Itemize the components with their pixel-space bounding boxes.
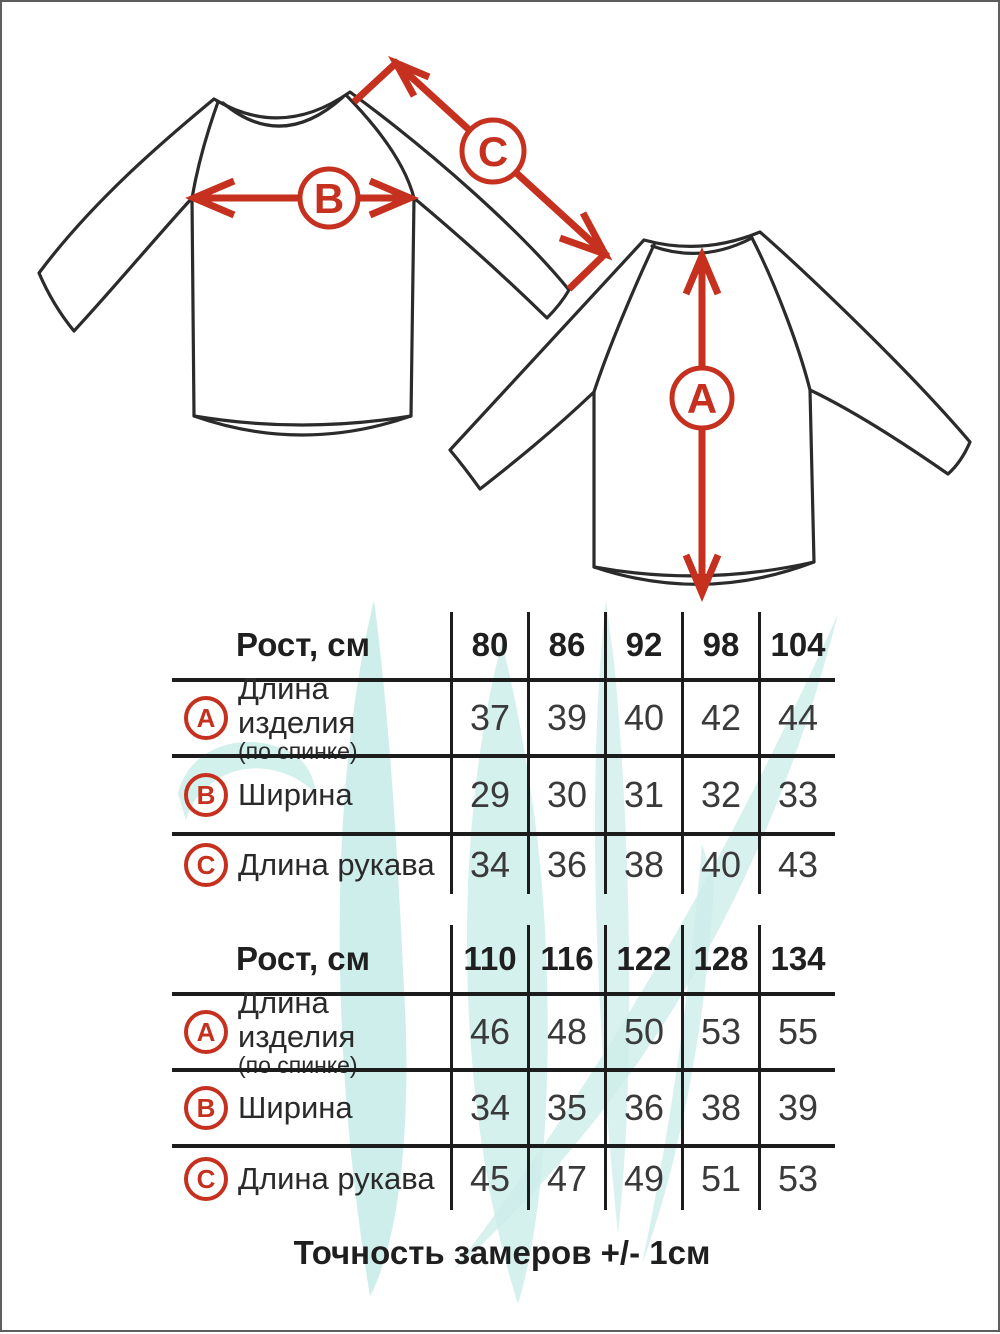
table2-b-value-2: 35 [527,1068,604,1144]
table1-size-col-1: 80 [450,612,527,678]
marker-b-badge: B [184,773,228,817]
row-label: Ширина [238,1090,353,1126]
garment-diagram [2,2,1000,612]
measure-c-letter: C [477,128,509,175]
table2-c-value-1: 45 [450,1144,527,1210]
table1-b-value-1: 29 [450,754,527,832]
table2-a-value-3: 50 [604,992,681,1068]
table1-a-value-5: 44 [758,678,835,754]
table1-size-col-3: 92 [604,612,681,678]
table1-a-value-1: 37 [450,678,527,754]
table2-b-value-3: 36 [604,1068,681,1144]
accuracy-note: Точность замеров +/- 1см [293,1234,711,1271]
table2-size-col-4: 128 [681,925,758,992]
table2-b-value-4: 38 [681,1068,758,1144]
table1-a-value-4: 42 [681,678,758,754]
marker-b-badge: B [184,1086,228,1130]
table1-a-value-2: 39 [527,678,604,754]
table2-size-col-3: 122 [604,925,681,992]
table2-header-label: Рост, см [236,939,371,977]
table2-size-col-1: 110 [450,925,527,992]
table2-size-col-2: 116 [527,925,604,992]
table1-size-col-4: 98 [681,612,758,678]
table2-c-value-5: 53 [758,1144,835,1210]
table1-c-value-3: 38 [604,832,681,894]
table2-c-value-2: 47 [527,1144,604,1210]
table2-c-value-3: 49 [604,1144,681,1210]
table2-b-value-1: 34 [450,1068,527,1144]
table2-a-value-5: 55 [758,992,835,1068]
table2-a-value-1: 46 [450,992,527,1068]
table1-b-value-5: 33 [758,754,835,832]
row-label: Длина рукава [238,847,435,883]
table2-row-c-label-cell [172,1144,450,1210]
table1-b-value-3: 31 [604,754,681,832]
row-sublabel: (по спинке) [238,738,358,765]
table1-row-c-label-cell [172,832,450,894]
row-label: Ширина [238,777,353,813]
marker-a-badge: A [184,1010,228,1054]
table2-b-value-5: 39 [758,1068,835,1144]
table2-c-value-4: 51 [681,1144,758,1210]
table1-row-b-label-cell [172,754,450,832]
table1-size-col-5: 104 [758,612,835,678]
table1-size-col-2: 86 [527,612,604,678]
size-table-1 [172,612,835,894]
table1-c-value-4: 40 [681,832,758,894]
table2-row-a-label-cell [172,985,450,1079]
table1-b-value-2: 30 [527,754,604,832]
table2-row-b-label-cell [172,1068,450,1144]
measure-b-letter: B [313,175,345,222]
table1-header-label: Рост, см [236,626,371,663]
marker-a-badge: A [184,696,228,740]
marker-c-badge: C [184,1157,228,1201]
table2-a-value-4: 53 [681,992,758,1068]
marker-c-badge: C [184,843,228,887]
table2-size-col-5: 134 [758,925,835,992]
table1-c-value-2: 36 [527,832,604,894]
row-label: Длина изделия [238,671,356,740]
table1-row-a-label-cell [172,671,450,765]
row-sublabel: (по спинке) [238,1052,358,1079]
row-label: Длина изделия [238,985,356,1054]
size-table-2 [172,925,835,1210]
row-label: Длина рукава [238,1161,435,1197]
measure-a-letter: A [686,375,718,422]
table1-c-value-1: 34 [450,832,527,894]
table1-b-value-4: 32 [681,754,758,832]
table1-c-value-5: 43 [758,832,835,894]
table1-a-value-3: 40 [604,678,681,754]
table2-a-value-2: 48 [527,992,604,1068]
